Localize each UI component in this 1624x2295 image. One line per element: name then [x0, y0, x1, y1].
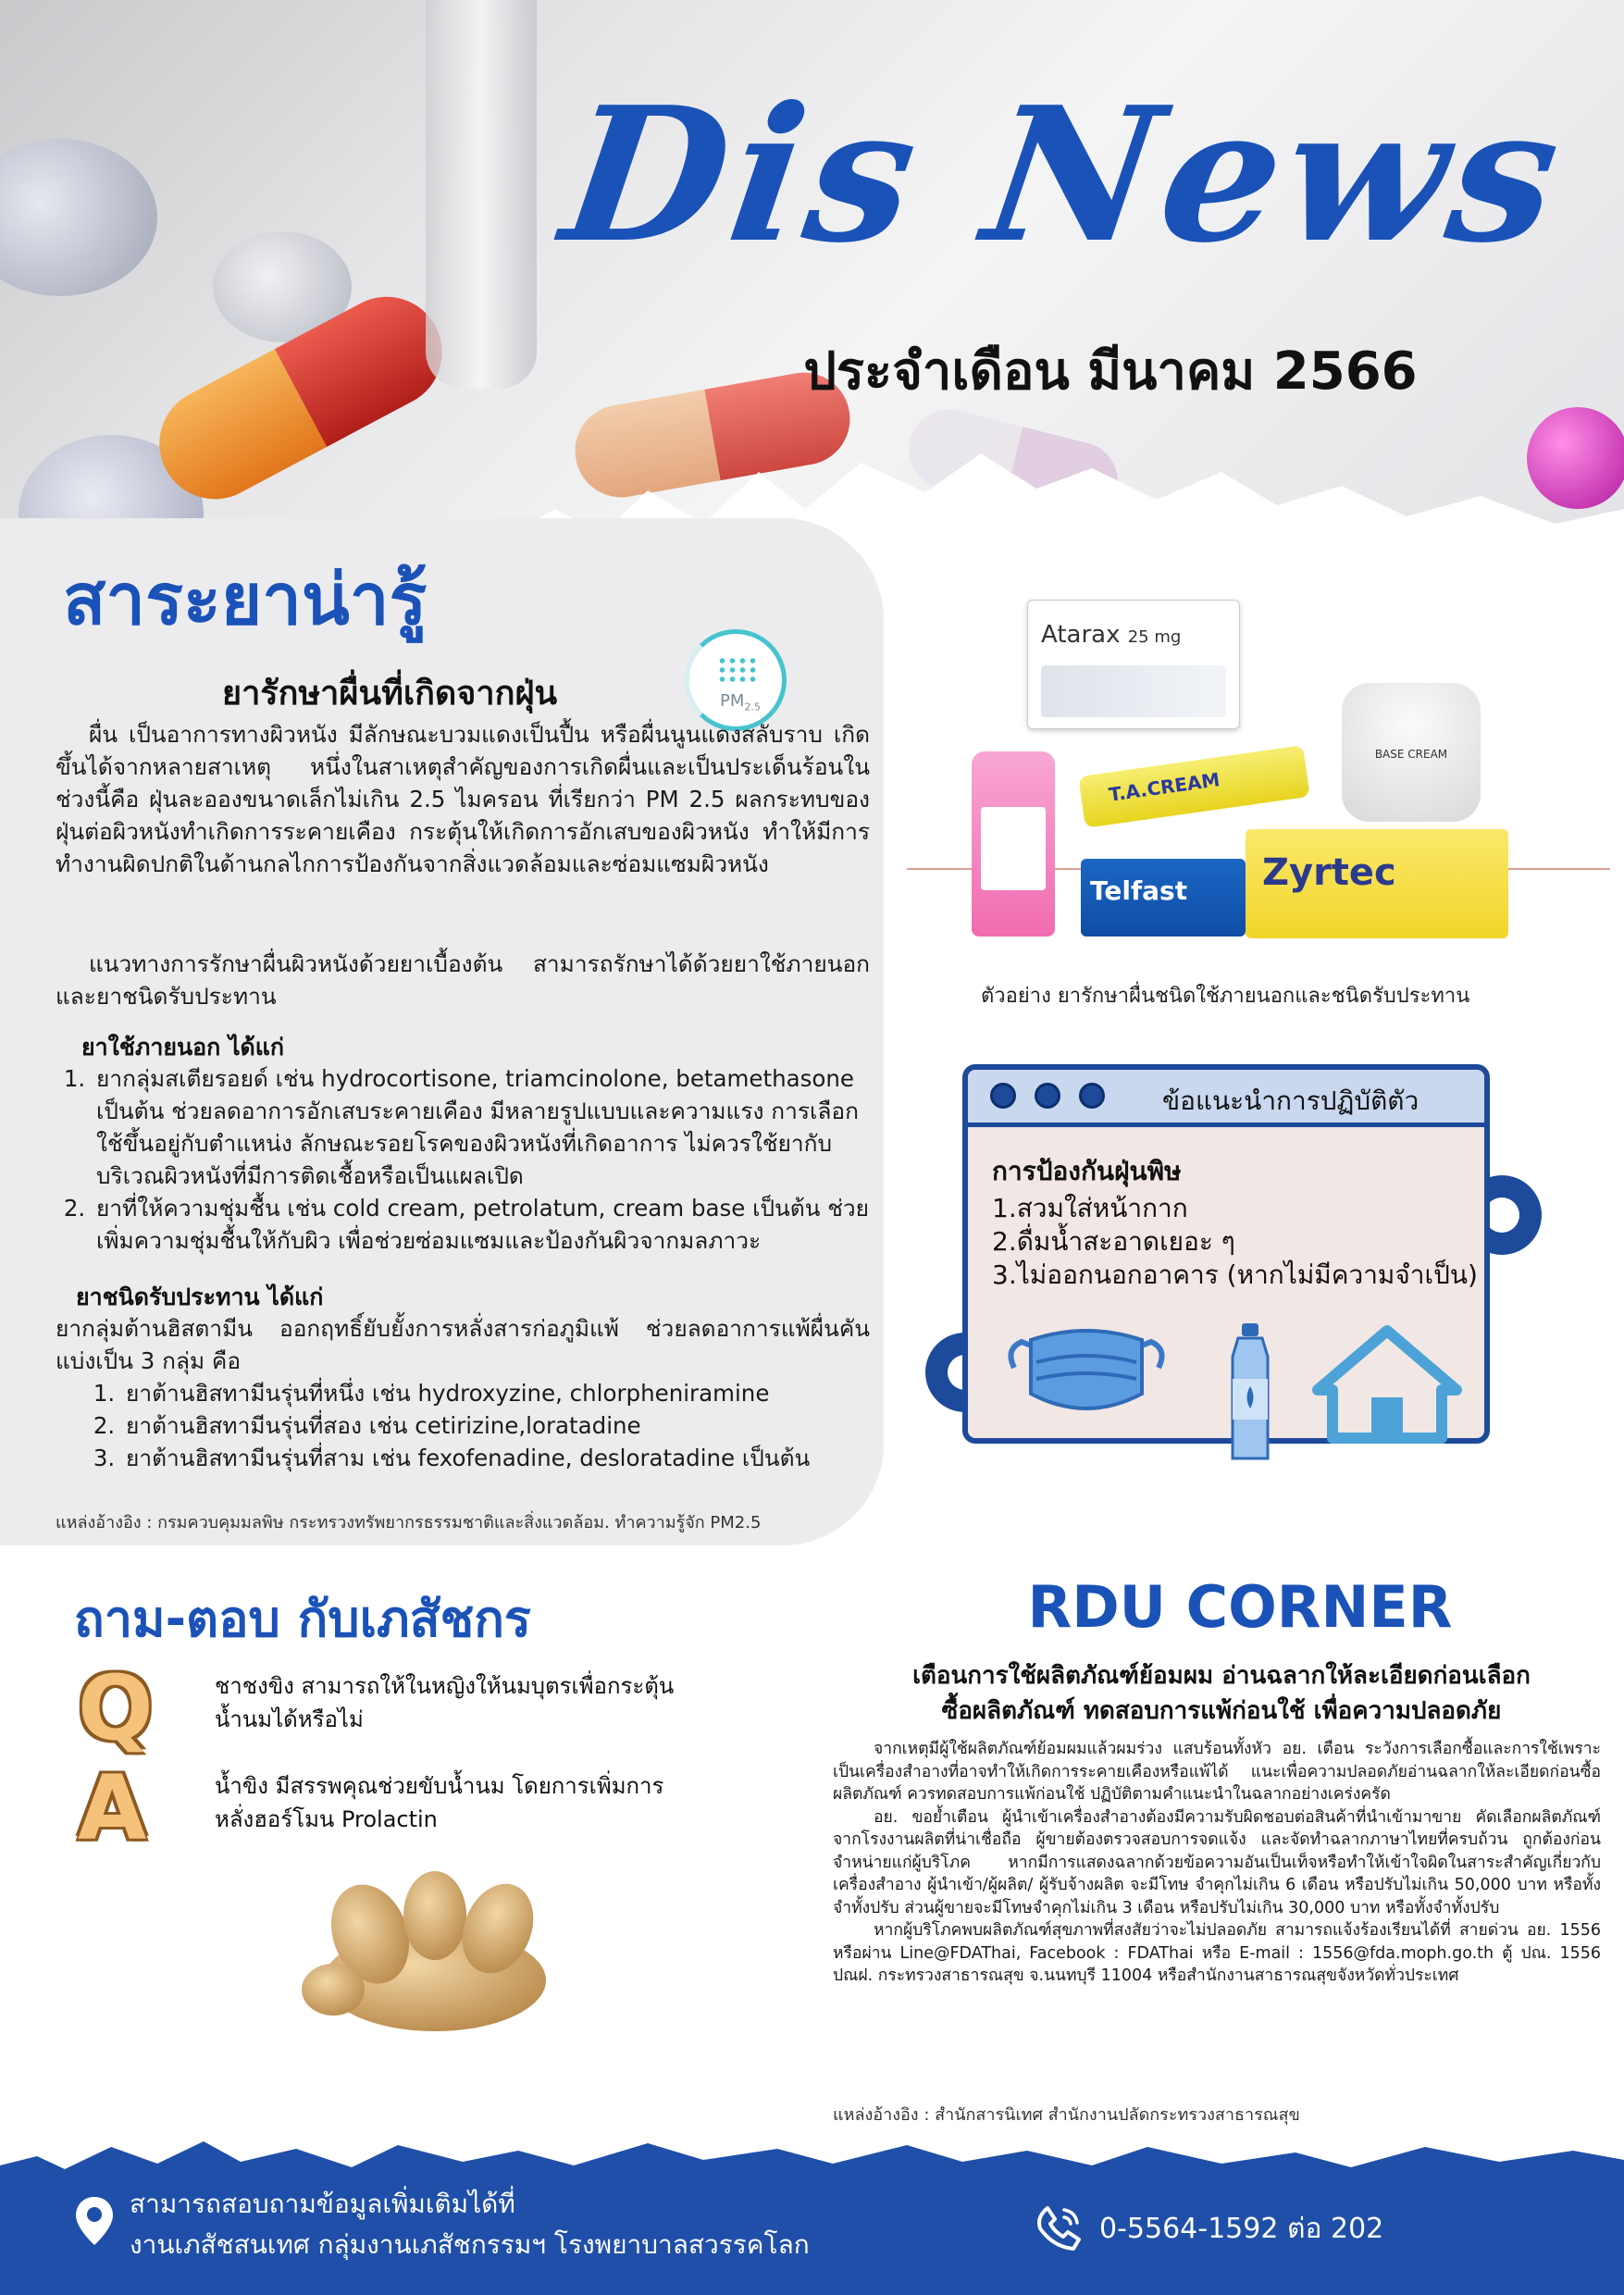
- oral-heading: ยาชนิดรับประทาน ได้แก่: [76, 1284, 324, 1310]
- ta-cream-label: T.A.CREAM: [1107, 768, 1221, 806]
- pm25-icon: [685, 629, 787, 731]
- intro-paragraph: ผื่น เป็นอาการทางผิวหนัง มีลักษณะบวมแดงเป็นปื้น หรือผื่นนูนแดงสลับราบ เกิดขึ้นได้จากหลายสาเหตุ หนึ่งในสาเหตุสำคัญของการเกิดผื่นและเป็นประเด็นร้อนในช่วงนี้คือ ฝุ่นละอองขนาดเล็กไม่เกิน 2.5 ไมครอน ที่เรียกว่า PM 2.5 ผลกระทบของฝุ่นต่อผิวหนังทำเกิดการระคายเคือง กระตุ้นให้เกิดการอักเสบของผิวหนัง ทำให้มีการทำงานผิดปกติในด้านกลไกการป้องกันจากสิ่งแวดล้อมและซ่อมแซมผิวหนัง: [56, 721, 870, 877]
- issue-date: ประจำเดือน มีนาคม 2566: [803, 341, 1418, 402]
- window-dot-icon: [1035, 1083, 1060, 1109]
- window-titlebar: [968, 1070, 1484, 1127]
- list-item: 2. ยาต้านฮิสทามีนรุ่นที่สอง เช่น cetirizine,loratadine: [122, 1409, 872, 1442]
- a-icon: A: [78, 1756, 147, 1860]
- rdu-subtitle: [833, 1658, 1610, 1729]
- oral-list: [85, 1377, 872, 1474]
- advice-heading: การป้องกันฝุ่นพิษ: [992, 1156, 1182, 1186]
- rdu-subtitle-line: เตือนการใช้ผลิตภัณฑ์ย้อมผม อ่านฉลากให้ละเอียดก่อนเลือก: [912, 1662, 1531, 1690]
- rdu-paragraph: หากผู้บริโภคพบผลิตภัณฑ์สุขภาพที่สงสัยว่าจะไม่ปลอดภัย สามารถแจ้งร้องเรียนได้ที่ สายด่วน อย. 1556 หรือผ่าน Line@FDAThai, Facebook : FDAThai หรือ E-mail : 1556@fda.moph.go.th ตู้ ปณ. 1556 ปณฝ. กระทรวงสาธารณสุข จ.นนทบุรี 11004 หรือสำนักงานสาธารณสุขจังหวัดทั่วประเทศ: [833, 1921, 1601, 1985]
- list-item: 1. ยากลุ่มสเตียรอยด์ เช่น hydrocortisone, triamcinolone, betamethasone เป็นต้น ช่วยลดอาการอักเสบระคายเคือง มีหลายรูปแบบและความแรง การเลือกใช้ขึ้นอยู่กับตำแหน่ง ลักษณะรอยโรคของผิวหนังที่เกิดอาการ ไม่ควรใช้ยากับบริเวณผิวหนังที่มีการติดเชื้อหรือเป็นแผลเปิด: [93, 1062, 879, 1192]
- product-calamine: [972, 751, 1055, 937]
- masthead-title: Dis News: [552, 67, 1577, 284]
- rdu-subtitle-line: ซื้อผลิตภัณฑ์ ทดสอบการแพ้ก่อนใช้ เพื่อความปลอดภัย: [941, 1697, 1502, 1725]
- window-dot-icon: [990, 1083, 1016, 1109]
- section-title: สาระยาน่ารู้: [63, 558, 428, 640]
- product-telfast: [1081, 859, 1246, 937]
- list-item: 3. ยาต้านฮิสทามีนรุ่นที่สาม เช่น fexofenadine, desloratadine เป็นต้น: [122, 1442, 872, 1474]
- article-title: ยารักษาผื่นที่เกิดจากฝุ่น: [222, 675, 558, 713]
- pm-badge-label: PM: [720, 691, 745, 711]
- rdu-title: RDU CORNER: [1027, 1573, 1453, 1641]
- house-icon: [1308, 1323, 1466, 1444]
- atarax-dose: 25 mg: [1127, 627, 1182, 647]
- window-dot-icon: [1079, 1083, 1105, 1109]
- location-pin-icon: [74, 2195, 115, 2247]
- qa-section-title: ถาม-ตอบ กับเภสัชกร: [74, 1590, 531, 1648]
- rdu-paragraph: อย. ขอย้ำเตือน ผู้นำเข้าเครื่องสำอางต้องมีความรับผิดชอบต่อสินค้าที่นำเข้ามาขาย คัดเลือกผลิตภัณฑ์จากโรงงานผลิตที่น่าเชื่อถือ ผู้ขายต้องตรวจสอบการจดแจ้ง และจัดทำฉลากภาษาไทยที่ครบถ้วน ถูกต้องก่อนจำหน่ายแก่ผู้บริโภค หากมีการแสดงฉลากด้วยข้อความอันเป็นเท็จหรือทำให้เข้าใจผิดในสาระสำคัญเกี่ยวกับเครื่องสำอาง ผู้นำเข้า/ผู้ผลิต/ ผู้รับจ้างผลิต จะมีโทษ จำคุกไม่เกิน 6 เดือน หรือปรับไม่เกิน 50,000 บาท หรือทั้งจำทั้งปรับ ส่วนผู้ขายจะมีโทษจำคุกไม่เกิน 3 เดือน หรือปรับไม่เกิน 30,000 บาท หรือทั้งจำทั้งปรับ: [833, 1807, 1601, 1917]
- advice-item: 2.ดื่มน้ำสะอาดเยอะ ๆ: [992, 1226, 1235, 1257]
- tablet-image: [0, 139, 157, 296]
- phone-icon: [1035, 2202, 1085, 2252]
- product-ta-cream: [1078, 745, 1309, 828]
- atarax-label: Atarax: [1041, 621, 1121, 649]
- footer-phone: 0-5564-1592 ต่อ 202: [1099, 2213, 1384, 2245]
- product-caption: ตัวอย่าง ยารักษาผื่นชนิดใช้ภายนอกและชนิดรับประทาน: [981, 985, 1470, 1008]
- qa-answer: น้ำขิง มีสรรพคุณช่วยขับน้ำนม โดยการเพิ่มการหลั่งฮอร์โมน Prolactin: [215, 1773, 664, 1832]
- oral-intro: ยากลุ่มต้านฮิสตามีน ออกฤทธิ์ยับยั้งการหลั่งสารก่อภูมิแพ้ ช่วยลดอาการแพ้ผื่นคัน แบ่งเป็น 3 กลุ่ม คือ: [56, 1315, 870, 1374]
- footer-contact: [130, 2184, 810, 2265]
- product-base-cream: [1342, 683, 1481, 822]
- window-title: ข้อแนะนำการปฏิบัติตัว: [1162, 1085, 1419, 1116]
- footer-contact-line: สามารถสอบถามข้อมูลเพิ่มเติมได้ที่: [130, 2189, 515, 2219]
- product-atarax: [1027, 600, 1240, 729]
- approach-paragraph: แนวทางการรักษาผื่นผิวหนังด้วยยาเบื้องต้น สามารถรักษาได้ด้วยยาใช้ภายนอกและยาชนิดรับประทาน: [56, 950, 870, 1010]
- rdu-reference: แหล่งอ้างอิง : สำนักสารนิเทศ สำนักงานปลัดกระทรวงสาธารณสุข: [833, 2105, 1300, 2125]
- external-list: [56, 1062, 879, 1257]
- list-item: 2. ยาที่ให้ความชุ่มชื้น เช่น cold cream, petrolatum, cream base เป็นต้น ช่วยเพิ่มความชุ่มชื้นให้กับผิว เพื่อช่วยซ่อมแซมและป้องกันผิวจากมลภาวะ: [93, 1192, 879, 1257]
- knowledge-reference: แหล่งอ้างอิง : กรมควบคุมมลพิษ กระทรวงทรัพยากรธรรมชาติและสิ่งแวดล้อม. ทำความรู้จัก PM2.5: [56, 1513, 762, 1532]
- rdu-body: [833, 1738, 1601, 1988]
- advice-item: 1.สวมใส่หน้ากาก: [992, 1193, 1188, 1223]
- telfast-label: Telfast: [1090, 875, 1188, 906]
- footer-contact-line: งานเภสัชสนเทศ กลุ่มงานเภสัชกรรมฯ โรงพยาบาลสวรรคโลก: [130, 2229, 810, 2260]
- external-heading: ยาใช้ภายนอก ได้แก่: [81, 1034, 285, 1061]
- product-zyrtec: [1246, 829, 1508, 938]
- pm-badge-sub: 2.5: [744, 701, 761, 713]
- mask-icon: [1003, 1321, 1170, 1423]
- qa-question: ชาชงขิง สามารถให้ในหญิงให้นมบุตรเพื่อกระตุ้นน้ำนมได้หรือไม่: [215, 1673, 675, 1732]
- base-cream-label: BASE CREAM: [1374, 748, 1448, 761]
- header-banner: [0, 0, 1624, 592]
- advice-item: 3.ไม่ออกนอกอาคาร (หากไม่มีความจำเป็น): [992, 1259, 1478, 1290]
- q-icon: Q: [78, 1656, 154, 1760]
- ginger-image: [296, 1869, 574, 2054]
- rdu-paragraph: จากเหตุมีผู้ใช้ผลิตภัณฑ์ย้อมผมแล้วผมร่วง แสบร้อนทั้งหัว อย. เตือน ระวังการเลือกซื้อและการใช้เพราะเป็นเครื่องสำอางที่อาจทำให้เกิดการระคายเคืองหรือแพ้ได้ แนะเพื่อความปลอดภัยอ่านฉลากให้ละเอียดก่อนซื้อผลิตภัณฑ์ ควรทดสอบการแพ้ก่อนใช้ ปฏิบัติตามคำแนะนำในฉลากอย่างเคร่งครัด: [833, 1740, 1601, 1804]
- list-item: 1. ยาต้านฮิสทามีนรุ่นที่หนึ่ง เช่น hydroxyzine, chlorpheniramine: [122, 1377, 872, 1409]
- zyrtec-label: Zyrtec: [1262, 851, 1396, 894]
- water-bottle-icon: [1227, 1323, 1273, 1462]
